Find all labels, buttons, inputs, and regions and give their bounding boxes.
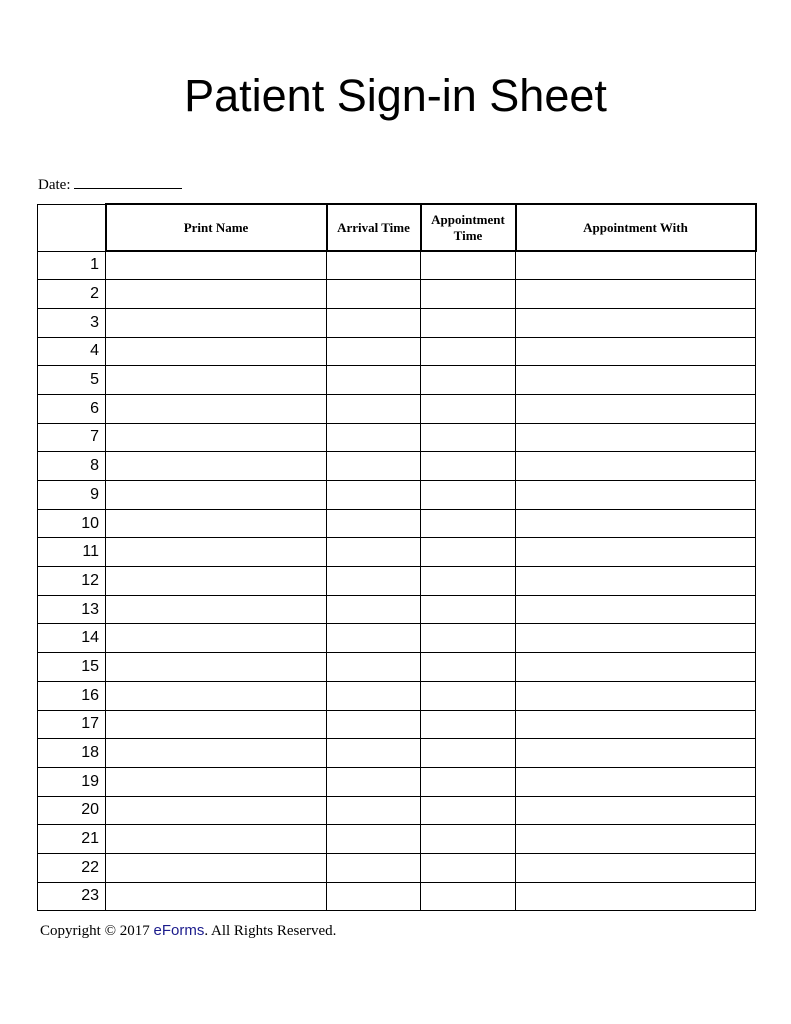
row-number: 20: [38, 796, 106, 825]
arrival-time-cell[interactable]: [327, 251, 421, 280]
table-row: [38, 882, 756, 911]
arrival-time-cell[interactable]: [327, 796, 421, 825]
arrival-time-cell[interactable]: [327, 308, 421, 337]
table-row: [38, 394, 756, 423]
appointment-with-cell[interactable]: [516, 595, 756, 624]
print-name-cell[interactable]: [106, 567, 327, 596]
print-name-cell[interactable]: [106, 624, 327, 653]
arrival-time-cell[interactable]: [327, 481, 421, 510]
arrival-time-cell[interactable]: [327, 567, 421, 596]
appointment-with-cell[interactable]: [516, 796, 756, 825]
appointment-with-cell[interactable]: [516, 567, 756, 596]
table-row: [38, 681, 756, 710]
arrival-time-cell[interactable]: [327, 366, 421, 395]
appointment-with-cell[interactable]: [516, 653, 756, 682]
table-row: [38, 337, 756, 366]
arrival-time-cell[interactable]: [327, 653, 421, 682]
appointment-with-cell[interactable]: [516, 710, 756, 739]
print-name-cell[interactable]: [106, 452, 327, 481]
copyright-suffix: . All Rights Reserved.: [204, 923, 337, 939]
appointment-with-cell[interactable]: [516, 394, 756, 423]
table-row: [38, 624, 756, 653]
appointment-time-cell[interactable]: [421, 624, 516, 653]
arrival-time-cell[interactable]: [327, 394, 421, 423]
date-blank-line[interactable]: [74, 174, 182, 189]
appointment-time-cell[interactable]: [421, 394, 516, 423]
appointment-with-cell[interactable]: [516, 624, 756, 653]
brand-name: eForms: [153, 922, 205, 939]
row-number: 7: [38, 423, 106, 452]
arrival-time-cell[interactable]: [327, 452, 421, 481]
arrival-time-cell[interactable]: [327, 595, 421, 624]
appointment-with-cell[interactable]: [516, 481, 756, 510]
table-row: [38, 251, 756, 280]
table-row: [38, 595, 756, 624]
row-number: 8: [38, 452, 106, 481]
appointment-time-cell[interactable]: [421, 423, 516, 452]
arrival-time-cell[interactable]: [327, 739, 421, 768]
arrival-time-cell[interactable]: [327, 681, 421, 710]
print-name-cell[interactable]: [106, 280, 327, 309]
arrival-time-cell[interactable]: [327, 423, 421, 452]
print-name-cell[interactable]: [106, 739, 327, 768]
row-number: 19: [38, 767, 106, 796]
table-row: [38, 739, 756, 768]
print-name-cell[interactable]: [106, 423, 327, 452]
print-name-cell[interactable]: [106, 308, 327, 337]
column-header-arrival-time: Arrival Time: [327, 204, 421, 251]
date-label: Date:: [38, 177, 71, 193]
appointment-with-cell[interactable]: [516, 882, 756, 911]
appointment-with-cell[interactable]: [516, 681, 756, 710]
table-row: [38, 366, 756, 395]
appointment-time-cell[interactable]: [421, 853, 516, 882]
table-row: [38, 538, 756, 567]
appointment-with-cell[interactable]: [516, 280, 756, 309]
appointment-with-cell[interactable]: [516, 509, 756, 538]
print-name-cell[interactable]: [106, 366, 327, 395]
table-row: [38, 481, 756, 510]
copyright-footer: [40, 922, 336, 940]
appointment-time-cell[interactable]: [421, 366, 516, 395]
table-row: [38, 423, 756, 452]
table-row: [38, 825, 756, 854]
copyright-prefix: Copyright © 2017: [40, 923, 154, 939]
row-number: 23: [38, 882, 106, 911]
table-row: [38, 796, 756, 825]
table-row: [38, 452, 756, 481]
appointment-with-cell[interactable]: [516, 251, 756, 280]
appointment-time-cell[interactable]: [421, 739, 516, 768]
table-row: [38, 280, 756, 309]
appointment-time-cell[interactable]: [421, 538, 516, 567]
table-row: [38, 710, 756, 739]
print-name-cell[interactable]: [106, 337, 327, 366]
row-number: 17: [38, 710, 106, 739]
appointment-time-cell[interactable]: [421, 567, 516, 596]
row-number: 22: [38, 853, 106, 882]
arrival-time-cell[interactable]: [327, 337, 421, 366]
print-name-cell[interactable]: [106, 538, 327, 567]
appointment-with-cell[interactable]: [516, 308, 756, 337]
appointment-time-cell[interactable]: [421, 767, 516, 796]
date-field: [38, 174, 182, 194]
print-name-cell[interactable]: [106, 653, 327, 682]
row-number: 11: [38, 538, 106, 567]
print-name-cell[interactable]: [106, 825, 327, 854]
row-number: 4: [38, 337, 106, 366]
row-number-header: [38, 204, 106, 251]
arrival-time-cell[interactable]: [327, 825, 421, 854]
row-number: 16: [38, 681, 106, 710]
print-name-cell[interactable]: [106, 796, 327, 825]
arrival-time-cell[interactable]: [327, 710, 421, 739]
appointment-time-cell[interactable]: [421, 681, 516, 710]
row-number: 12: [38, 567, 106, 596]
appointment-with-cell[interactable]: [516, 366, 756, 395]
row-number: 14: [38, 624, 106, 653]
print-name-cell[interactable]: [106, 509, 327, 538]
row-number: 2: [38, 280, 106, 309]
appointment-with-cell[interactable]: [516, 423, 756, 452]
appointment-time-cell[interactable]: [421, 825, 516, 854]
appointment-with-cell[interactable]: [516, 452, 756, 481]
table-row: [38, 567, 756, 596]
row-number: 10: [38, 509, 106, 538]
table-row: [38, 767, 756, 796]
row-number: 21: [38, 825, 106, 854]
arrival-time-cell[interactable]: [327, 509, 421, 538]
appointment-time-cell[interactable]: [421, 595, 516, 624]
row-number: 6: [38, 394, 106, 423]
appointment-time-cell[interactable]: [421, 710, 516, 739]
appointment-with-cell[interactable]: [516, 739, 756, 768]
row-number: 9: [38, 481, 106, 510]
table-row: [38, 308, 756, 337]
appointment-time-cell[interactable]: [421, 251, 516, 280]
print-name-cell[interactable]: [106, 710, 327, 739]
row-number: 15: [38, 653, 106, 682]
column-header-appointment-with: Appointment With: [516, 204, 756, 251]
row-number: 3: [38, 308, 106, 337]
print-name-cell[interactable]: [106, 681, 327, 710]
sign-in-table: [37, 203, 757, 911]
appointment-time-cell[interactable]: [421, 882, 516, 911]
row-number: 1: [38, 251, 106, 280]
arrival-time-cell[interactable]: [327, 624, 421, 653]
appointment-time-cell[interactable]: [421, 796, 516, 825]
appointment-time-cell[interactable]: [421, 280, 516, 309]
row-number: 18: [38, 739, 106, 768]
table-header-row: [38, 204, 756, 251]
print-name-cell[interactable]: [106, 853, 327, 882]
appointment-time-cell[interactable]: [421, 653, 516, 682]
appointment-with-cell[interactable]: [516, 853, 756, 882]
appointment-time-cell[interactable]: [421, 337, 516, 366]
arrival-time-cell[interactable]: [327, 280, 421, 309]
print-name-cell[interactable]: [106, 767, 327, 796]
appointment-time-cell[interactable]: [421, 509, 516, 538]
print-name-cell[interactable]: [106, 394, 327, 423]
arrival-time-cell[interactable]: [327, 882, 421, 911]
appointment-time-cell[interactable]: [421, 308, 516, 337]
appointment-with-cell[interactable]: [516, 825, 756, 854]
appointment-with-cell[interactable]: [516, 337, 756, 366]
page-title: Patient Sign-in Sheet: [184, 70, 607, 121]
row-number: 13: [38, 595, 106, 624]
row-number: 5: [38, 366, 106, 395]
print-name-cell[interactable]: [106, 595, 327, 624]
table-row: [38, 853, 756, 882]
table-body: [38, 251, 756, 911]
appointment-time-cell[interactable]: [421, 481, 516, 510]
table-row: [38, 653, 756, 682]
arrival-time-cell[interactable]: [327, 538, 421, 567]
print-name-cell[interactable]: [106, 251, 327, 280]
table-row: [38, 509, 756, 538]
appointment-with-cell[interactable]: [516, 767, 756, 796]
column-header-appointment-time: Appointment Time: [421, 204, 516, 251]
arrival-time-cell[interactable]: [327, 767, 421, 796]
appointment-with-cell[interactable]: [516, 538, 756, 567]
print-name-cell[interactable]: [106, 882, 327, 911]
column-header-print-name: Print Name: [106, 204, 327, 251]
print-name-cell[interactable]: [106, 481, 327, 510]
arrival-time-cell[interactable]: [327, 853, 421, 882]
appointment-time-cell[interactable]: [421, 452, 516, 481]
